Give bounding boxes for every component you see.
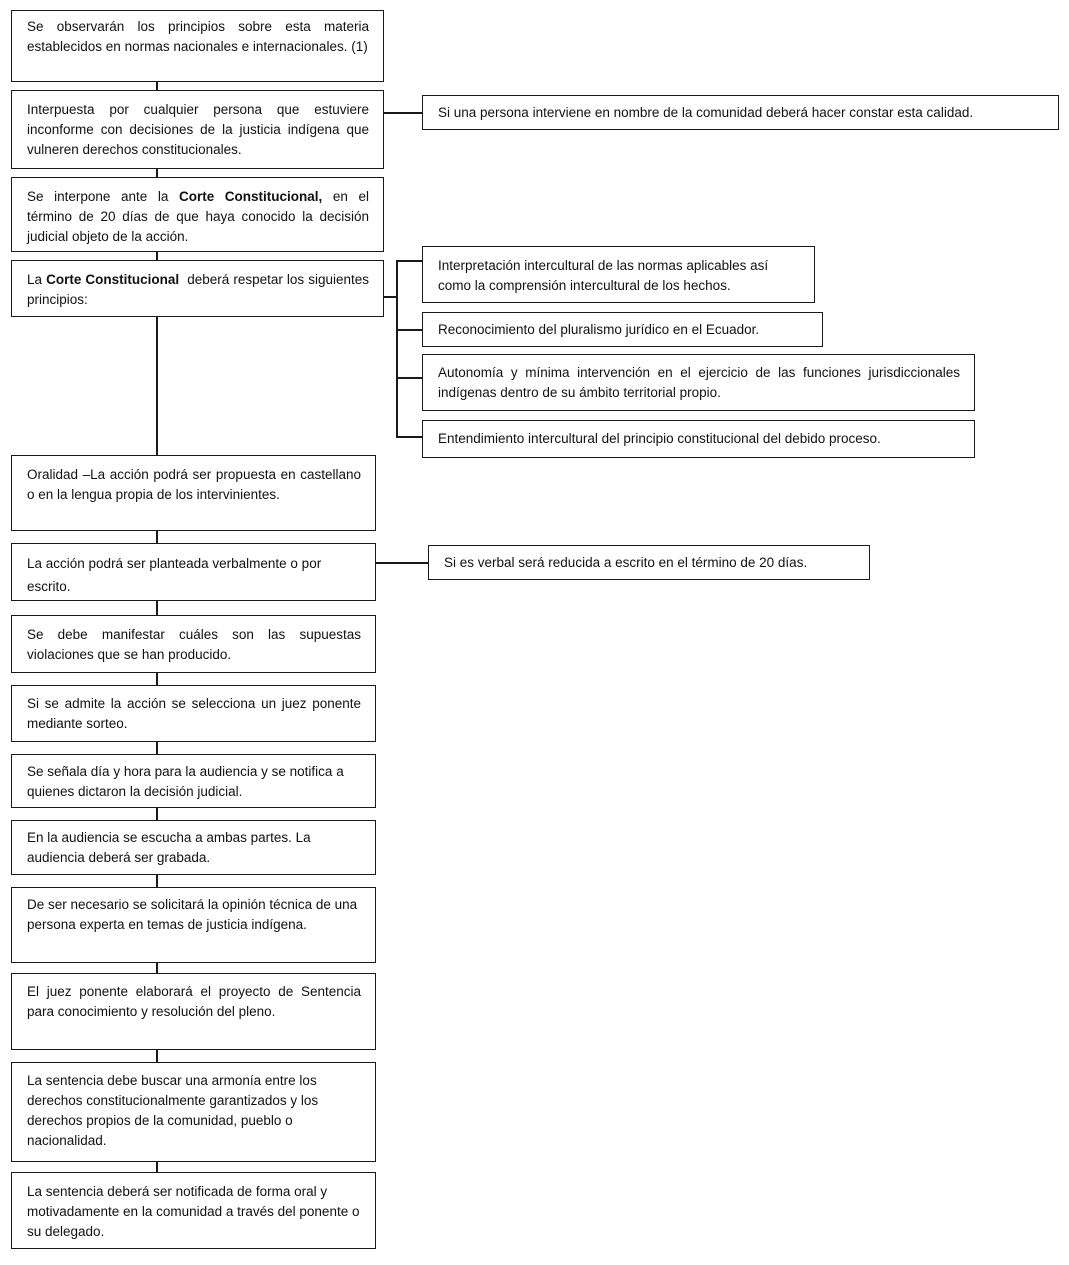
principle-legal-pluralism-box (422, 312, 823, 347)
bracket-line (396, 377, 423, 379)
side-note-verbal-box (428, 545, 870, 580)
step-principles-box (11, 10, 384, 82)
court-name-bold: Corte Constitucional, (178, 189, 323, 204)
step-court-principles-box (11, 260, 384, 317)
bracket-line (396, 260, 423, 262)
principle-text: Interpretación intercultural de las normas aplicables así como la comprensión intercultural de los hechos. (438, 258, 769, 293)
step-text: Si se admite la acción se selecciona un juez ponente mediante sorteo. (27, 696, 361, 731)
step-text: El juez ponente elaborará el proyecto de Sentencia para conocimiento y resolución del pleno. (27, 984, 361, 1019)
step-text-part: en el término de 20 días de que haya conocido la decisión judicial objeto de la acción. (27, 189, 369, 244)
principle-due-process-box (422, 420, 975, 458)
step-text: Oralidad –La acción podrá ser propuesta en castellano o en la lengua propia de los intervinientes. (27, 467, 361, 502)
connector-line (156, 316, 158, 456)
side-note-text: Si una persona interviene en nombre de la comunidad deberá hacer constar esta calidad. (438, 105, 974, 120)
step-violations-box (11, 615, 376, 673)
step-text-part: deberá respetar los siguientes principios: (27, 272, 373, 307)
principle-text: Autonomía y mínima intervención en el ejercicio de las funciones jurisdiccionales indígenas dentro de su ámbito territorial propio. (438, 365, 960, 400)
step-text-part: La (27, 272, 47, 287)
principle-text: Entendimiento intercultural del principio constitucional del debido proceso. (438, 431, 881, 446)
principle-autonomy-box (422, 354, 975, 411)
step-hearing-date-box (11, 754, 376, 808)
step-text: La acción podrá ser planteada verbalmente o por escrito. (27, 556, 322, 594)
step-hearing-box (11, 820, 376, 875)
connector-line (156, 530, 158, 544)
principle-intercultural-interpretation-box (422, 246, 815, 303)
step-sentence-harmony-box (11, 1062, 376, 1162)
step-expert-opinion-box (11, 887, 376, 963)
step-draft-sentence-box (11, 973, 376, 1050)
step-filing-box (11, 90, 384, 169)
bracket-line (396, 260, 398, 436)
principle-text: Reconocimiento del pluralismo jurídico en el Ecuador. (438, 322, 760, 337)
connector-line (156, 874, 158, 888)
side-connector-line (375, 562, 429, 564)
side-note-text: Si es verbal será reducida a escrito en el término de 20 días. (444, 555, 808, 570)
step-sentence-notification-box (11, 1172, 376, 1249)
step-text: De ser necesario se solicitará la opinión técnica de una persona experta en temas de justicia indígena. (27, 897, 358, 932)
step-text: Se debe manifestar cuáles son las supuestas violaciones que se han producido. (27, 627, 361, 662)
side-note-community-box (422, 95, 1059, 130)
court-name-bold: Corte Constitucional (46, 272, 180, 287)
step-court-filing-box (11, 177, 384, 252)
bracket-line (383, 296, 396, 298)
connector-line (156, 672, 158, 686)
connector-line (156, 1049, 158, 1063)
step-text-part: Se interpone ante la (27, 189, 179, 204)
step-text: La sentencia deberá ser notificada de forma oral y motivadamente en la comunidad a través del ponente o su delegado. (27, 1184, 360, 1239)
connector-line (156, 807, 158, 821)
step-text: En la audiencia se escucha a ambas partes. La audiencia deberá ser grabada. (27, 830, 311, 865)
bracket-line (396, 329, 423, 331)
connector-line (156, 741, 158, 755)
step-verbal-written-box (11, 543, 376, 601)
bracket-line (396, 436, 423, 438)
step-text: Interpuesta por cualquier persona que estuviere inconforme con decisiones de la justicia indígena que vulneren derechos constitucionales. (27, 102, 369, 157)
step-text: La sentencia debe buscar una armonía entre los derechos constitucionalmente garantizados y los derechos propios de la comunidad, pueblo o nacionalidad. (27, 1073, 319, 1148)
step-judge-selection-box (11, 685, 376, 742)
step-text: Se observarán los principios sobre esta materia establecidos en normas nacionales e internacionales. (1) (27, 19, 369, 54)
side-connector-line (383, 112, 423, 114)
step-text: Se señala día y hora para la audiencia y se notifica a quienes dictaron la decisión judicial. (27, 764, 344, 799)
step-orality-box (11, 455, 376, 531)
connector-line (156, 600, 158, 616)
